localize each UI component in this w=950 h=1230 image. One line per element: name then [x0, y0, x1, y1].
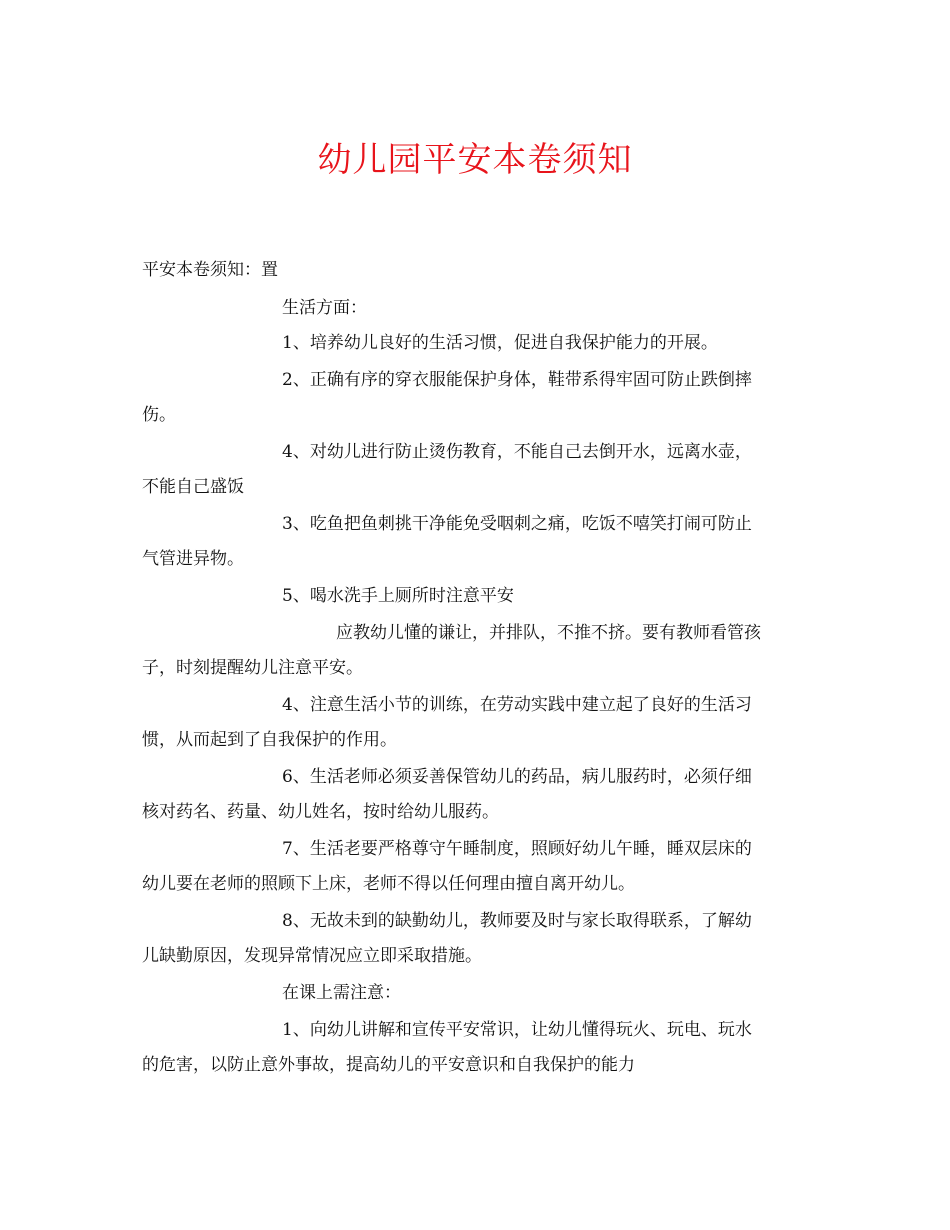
document-line: 2、正确有序的穿衣服能保护身体，鞋带系得牢固可防止跌倒摔 [282, 370, 752, 390]
document-line: 8、无故未到的缺勤幼儿，教师要及时与家长取得联系，了解幼 [282, 911, 752, 931]
document-line: 子，时刻提醒幼儿注意平安。 [142, 658, 363, 678]
document-line: 5、喝水洗手上厕所时注意平安 [282, 586, 514, 606]
document-line: 4、注意生活小节的训练，在劳动实践中建立起了良好的生活习 [282, 695, 752, 715]
document-line: 1、培养幼儿良好的生活习惯，促进自我保护能力的开展。 [282, 333, 718, 353]
document-line: 生活方面： [282, 298, 367, 318]
document-line: 平安本卷须知：置 [142, 260, 278, 280]
document-line: 的危害，以防止意外事故，提高幼儿的平安意识和自我保护的能力 [142, 1055, 635, 1075]
document-line: 应教幼儿懂的谦让，并排队，不推不挤。要有教师看管孩 [336, 623, 761, 643]
document-line: 1、向幼儿讲解和宣传平安常识，让幼儿懂得玩火、玩电、玩水 [282, 1020, 752, 1040]
document-line: 儿缺勤原因，发现异常情况应立即采取措施。 [142, 946, 482, 966]
document-line: 6、生活老师必须妥善保管幼儿的药品，病儿服药时，必须仔细 [282, 767, 752, 787]
document-line: 7、生活老要严格尊守午睡制度，照顾好幼儿午睡，睡双层床的 [282, 839, 752, 859]
document-line: 3、吃鱼把鱼刺挑干净能免受咽刺之痛，吃饭不嘻笑打闹可防止 [282, 514, 752, 534]
document-line: 气管进异物。 [142, 549, 244, 569]
document-line: 惯，从而起到了自我保护的作用。 [142, 730, 397, 750]
document-line: 4、对幼儿进行防止烫伤教育，不能自己去倒开水，远离水壶， [282, 442, 752, 462]
document-title: 幼儿园平安本卷须知 [317, 140, 633, 180]
document-line: 幼儿要在老师的照顾下上床，老师不得以任何理由擅自离开幼儿。 [142, 874, 635, 894]
document-line: 不能自己盛饭 [142, 477, 244, 497]
document-line: 伤。 [142, 405, 176, 425]
document-line: 在课上需注意： [282, 983, 401, 1003]
document-line: 核对药名、药量、幼儿姓名，按时给幼儿服药。 [142, 802, 499, 822]
